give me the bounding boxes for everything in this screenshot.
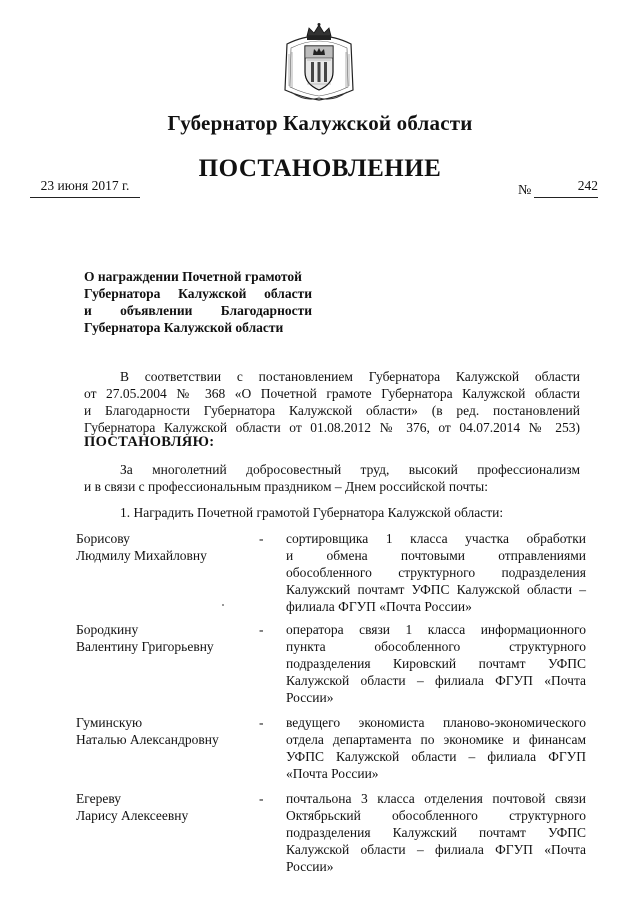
position-line: подразделения Кировский почтамт УФПС xyxy=(286,656,586,671)
preamble-line: от 27.05.2004 № 368 «О Почетной грамоте Губернатора Калужской области xyxy=(84,386,580,401)
subject-line: Губернатора Калужской области xyxy=(84,320,284,335)
awardee-given-names: Наталью Александровну xyxy=(76,732,219,747)
awardee-surname: Бородкину xyxy=(76,622,139,637)
position-line: сортировщика 1 класса участка обработки xyxy=(286,531,586,546)
awardee-position xyxy=(286,714,586,782)
awardee-surname: Егереву xyxy=(76,791,122,806)
subject-line: О награждении Почетной грамотой xyxy=(84,269,302,284)
awardee-given-names: Людмилу Михайловну xyxy=(76,548,207,563)
coat-of-arms-emblem xyxy=(277,22,361,102)
position-line: Октябрьский обособленного структурного xyxy=(286,808,586,823)
item-1-heading: 1. Наградить Почетной грамотой Губернатора Калужской области: xyxy=(120,505,504,520)
document-type-title: ПОСТАНОВЛЕНИЕ xyxy=(198,155,442,182)
position-line: Калужской области – филиала ФГУП «Почта xyxy=(286,673,586,688)
subject-line: Губернатора Калужской области xyxy=(84,286,312,301)
awardee-position xyxy=(286,530,586,615)
reason-paragraph xyxy=(84,461,580,495)
awardee-given-names: Ларису Алексеевну xyxy=(76,808,189,823)
document-date: 23 июня 2017 г. xyxy=(30,178,140,198)
position-line: «Почта России» xyxy=(286,766,379,781)
position-line: Калужский почтамт УФПС Калужской области – xyxy=(286,582,586,597)
position-line: почтальона 3 класса отделения почтовой связи xyxy=(286,791,586,806)
position-line: подразделения Калужский почтамт УФПС xyxy=(286,825,586,840)
position-line: обособленного структурного подразделения xyxy=(286,565,586,580)
awardee-dash: - xyxy=(259,791,264,806)
position-line: УФПС Калужской области – филиала ФГУП xyxy=(286,749,586,764)
awardee-name xyxy=(76,621,246,655)
awardee-position xyxy=(286,621,586,706)
position-line: филиала ФГУП «Почта России» xyxy=(286,599,472,614)
awardee-name xyxy=(76,714,246,748)
position-line: отдела департамента по экономике и финансам xyxy=(286,732,586,747)
position-line: России» xyxy=(286,690,334,705)
position-line: России» xyxy=(286,859,334,874)
position-line: пункта обособленного структурного xyxy=(286,639,586,654)
number-sign: № xyxy=(518,183,532,198)
position-line: Калужской области – филиала ФГУП «Почта xyxy=(286,842,586,857)
awardee-dash: - xyxy=(259,715,264,730)
document-number: 242 xyxy=(534,178,598,198)
subject-line: и объявлении Благодарности xyxy=(84,303,312,318)
awardee-name xyxy=(76,530,246,564)
reason-line: За многолетний добросовестный труд, высокий профессионализм xyxy=(120,462,580,477)
preamble-line: В соответствии с постановлением Губернатора Калужской области xyxy=(120,369,580,384)
reason-line: и в связи с профессиональным праздником – Днем российской почты: xyxy=(84,479,488,494)
preamble-line: и Благодарности Губернатора Калужской области» (в ред. постановлений xyxy=(84,403,580,418)
position-line: оператора связи 1 класса информационного xyxy=(286,622,586,637)
document-subject xyxy=(84,268,312,336)
decree-word: ПОСТАНОВЛЯЮ: xyxy=(84,434,215,450)
position-line: и обмена почтовыми отправлениями xyxy=(286,548,586,563)
awardee-name xyxy=(76,790,246,824)
awardee-position xyxy=(286,790,586,875)
preamble-paragraph xyxy=(84,368,580,436)
awardee-dash: - xyxy=(259,531,264,546)
position-line: ведущего экономиста планово-экономического xyxy=(286,715,586,730)
awardee-dash: - xyxy=(259,622,264,637)
awardee-surname: Борисову xyxy=(76,531,130,546)
awardee-given-names: Валентину Григорьевну xyxy=(76,639,214,654)
preamble-line: Губернатора Калужской области от 01.08.2012 № 376, от 04.07.2014 № 253) xyxy=(84,420,580,435)
authority-title: Губернатор Калужской области xyxy=(167,111,473,135)
scan-speck xyxy=(222,604,224,606)
awardee-surname: Гуминскую xyxy=(76,715,143,730)
